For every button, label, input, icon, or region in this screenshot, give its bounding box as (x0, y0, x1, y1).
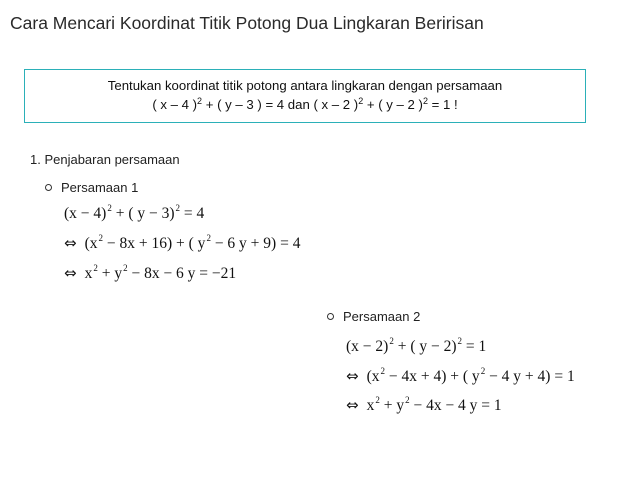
iff-icon: ⇔ (346, 367, 359, 385)
exponent: 2 (206, 233, 211, 243)
problem-term: = 1 ! (427, 97, 458, 112)
eq-part: = 4 (180, 205, 205, 222)
slide-title: Cara Mencari Koordinat Titik Potong Dua Lingkaran Beririsan (10, 13, 484, 33)
exponent: 2 (123, 263, 128, 273)
exponent: 2 (389, 336, 394, 346)
exponent: 2 (175, 203, 181, 213)
problem-line-2 (25, 95, 585, 114)
eq-part: = 1 (462, 338, 487, 355)
eq-part: − 4 y + 4) = 1 (485, 368, 575, 385)
eq-part: − 4x − 4 y = 1 (409, 397, 502, 414)
iff-icon: ⇔ (64, 264, 77, 282)
eq-part: x (84, 265, 93, 282)
iff-icon: ⇔ (64, 234, 77, 252)
eq-part: + y (97, 265, 123, 282)
eq-part: − 8x + 16) + ( y (103, 235, 206, 252)
exponent: 2 (405, 395, 410, 405)
problem-term: + ( y – 3 ) = 4 dan ( x – 2 ) (202, 97, 359, 112)
eq-part: − 8x − 6 y = −21 (127, 265, 237, 282)
eq2-line-3 (346, 396, 502, 415)
bullet-icon (45, 184, 52, 191)
exponent: 2 (375, 395, 380, 405)
exponent: 2 (380, 366, 385, 376)
problem-box (24, 69, 586, 123)
exponent: 2 (98, 233, 103, 243)
eq-part: (x − 4) (64, 205, 107, 222)
exponent: 2 (107, 203, 112, 213)
problem-term: ( x – 4 ) (152, 97, 198, 112)
eq2-line-1 (346, 338, 486, 356)
eq-part: x (366, 397, 375, 414)
section-heading: 1. Penjabaran persamaan (30, 152, 180, 167)
eq2-label (327, 309, 420, 324)
eq1-line-1 (64, 205, 204, 223)
eq-part: (x (366, 368, 380, 385)
exponent: 2 (422, 96, 428, 106)
eq-part: + ( y − 3) (111, 205, 175, 222)
exponent: 2 (480, 366, 486, 376)
eq-part: (x (84, 235, 98, 252)
exponent: 2 (457, 336, 463, 346)
problem-term: + ( y – 2 ) (363, 97, 423, 112)
eq1-label-text: Persamaan 1 (61, 180, 139, 195)
exponent: 2 (197, 96, 203, 106)
eq-part: − 4x + 4) + ( y (385, 368, 480, 385)
problem-line-1: Tentukan koordinat titik potong antara lingkaran dengan persamaan (107, 78, 503, 93)
eq-part: + y (379, 397, 405, 414)
eq-part: + ( y − 2) (393, 338, 457, 355)
bullet-icon (327, 313, 334, 320)
eq2-label-text: Persamaan 2 (343, 309, 421, 324)
eq2-line-2 (346, 367, 575, 386)
iff-icon: ⇔ (346, 396, 359, 414)
exponent: 2 (93, 263, 98, 273)
exponent: 2 (358, 96, 364, 106)
eq1-line-3 (64, 264, 236, 283)
eq-part: − 6 y + 9) = 4 (210, 235, 301, 252)
eq-part: (x − 2) (346, 338, 389, 355)
eq1-line-2 (64, 234, 300, 253)
eq1-label (45, 180, 138, 195)
